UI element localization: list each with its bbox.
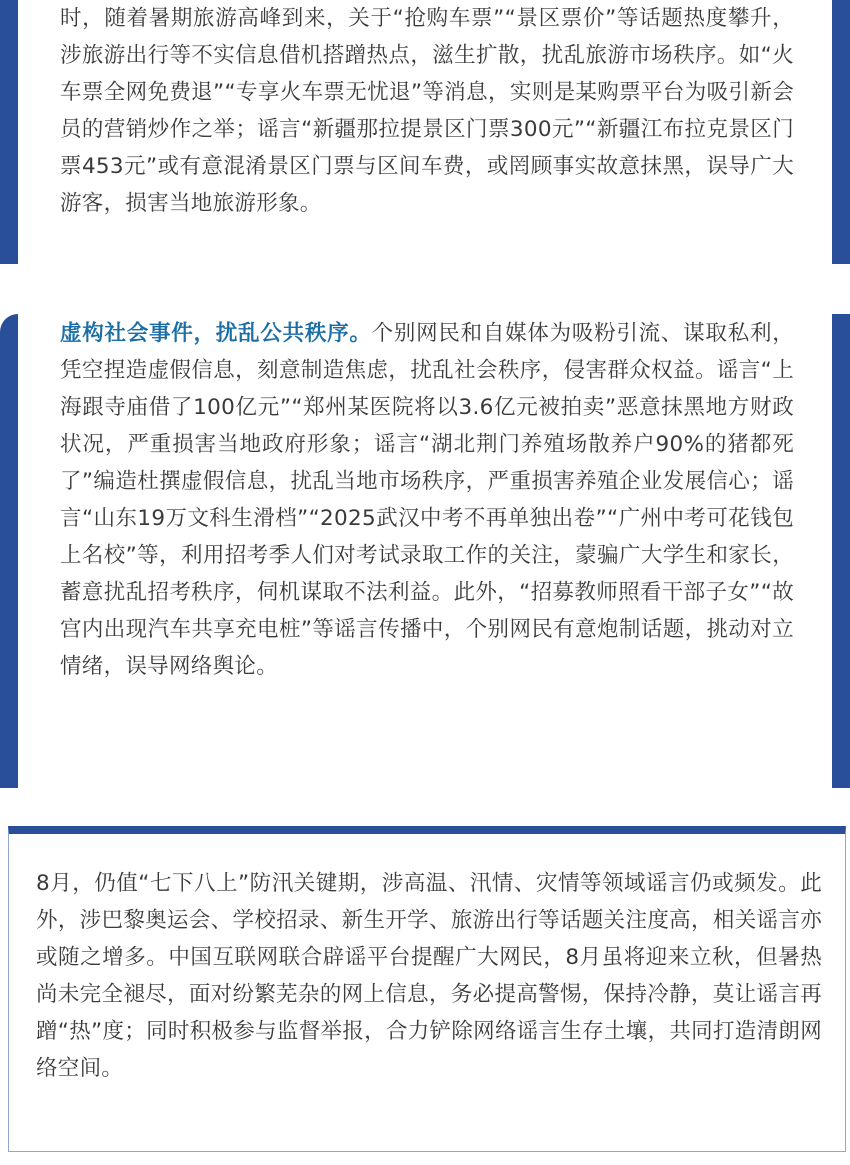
left-accent-bar <box>0 0 18 264</box>
section-lead-heading: 虚构社会事件，扰乱公共秩序。 <box>60 321 372 346</box>
left-accent-bar <box>0 314 18 788</box>
section-paragraph <box>60 315 794 685</box>
section-body-text: 时，随着暑期旅游高峰到来，关于“抢购车票”“景区票价”等话题热度攀升，涉旅游出行等不实信息借机搭蹭热点，滋生扩散，扰乱旅游市场秩序。如“火车票全网免费退”“专享火车票无忧退”等消息，实则是某购票平台为吸引新会员的营销炒作之举；谣言“新疆那拉提景区门票300元”“新疆江布拉克景区门票453元”或有意混淆景区门票与区间车费，或罔顾事实故意抹黑，误导广大游客，损害当地旅游形象。 <box>60 6 794 216</box>
section-paragraph <box>36 865 822 1087</box>
right-accent-bar <box>832 314 850 788</box>
right-accent-bar <box>832 0 850 264</box>
section-paragraph <box>60 0 794 222</box>
social-event-rumor-section <box>0 314 850 788</box>
tourism-rumor-section <box>0 0 850 264</box>
section-body-text: 8月，仍值“七下八上”防汛关键期，涉高温、汛情、灾情等领域谣言仍或频发。此外，涉巴黎奥运会、学校招录、新生开学、旅游出行等话题关注度高，相关谣言亦或随之增多。中国互联网联合辟谣平台提醒广大网民，8月虽将迎来立秋，但暑热尚未完全褪尽，面对纷繁芜杂的网上信息，务必提高警惕，保持冷静，莫让谣言再蹭“热”度；同时积极参与监督举报，合力铲除网络谣言生存土壤，共同打造清朗网络空间。 <box>36 871 822 1081</box>
august-outlook-box <box>8 826 846 1152</box>
section-body-text: 个别网民和自媒体为吸粉引流、谋取私利，凭空捏造虚假信息，刻意制造焦虑，扰乱社会秩序，侵害群众权益。谣言“上海跟寺庙借了100亿元”“郑州某医院将以3.6亿元被拍卖”恶意抹黑地方财政状况，严重损害当地政府形象；谣言“湖北荆门养殖场散养户90%的猪都死了”编造杜撰虚假信息，扰乱当地市场秩序，严重损害养殖企业发展信心；谣言“山东19万文科生滑档”“2025武汉中考不再单独出卷”“广州中考可花钱包上名校”等，利用招考季人们对考试录取工作的关注，蒙骗广大学生和家长，蓄意扰乱招考秩序，伺机谋取不法利益。此外，“招募教师照看干部子女”“故宫内出现汽车共享充电桩”等谣言传播中，个别网民有意炮制话题，挑动对立情绪，误导网络舆论。 <box>60 321 795 679</box>
